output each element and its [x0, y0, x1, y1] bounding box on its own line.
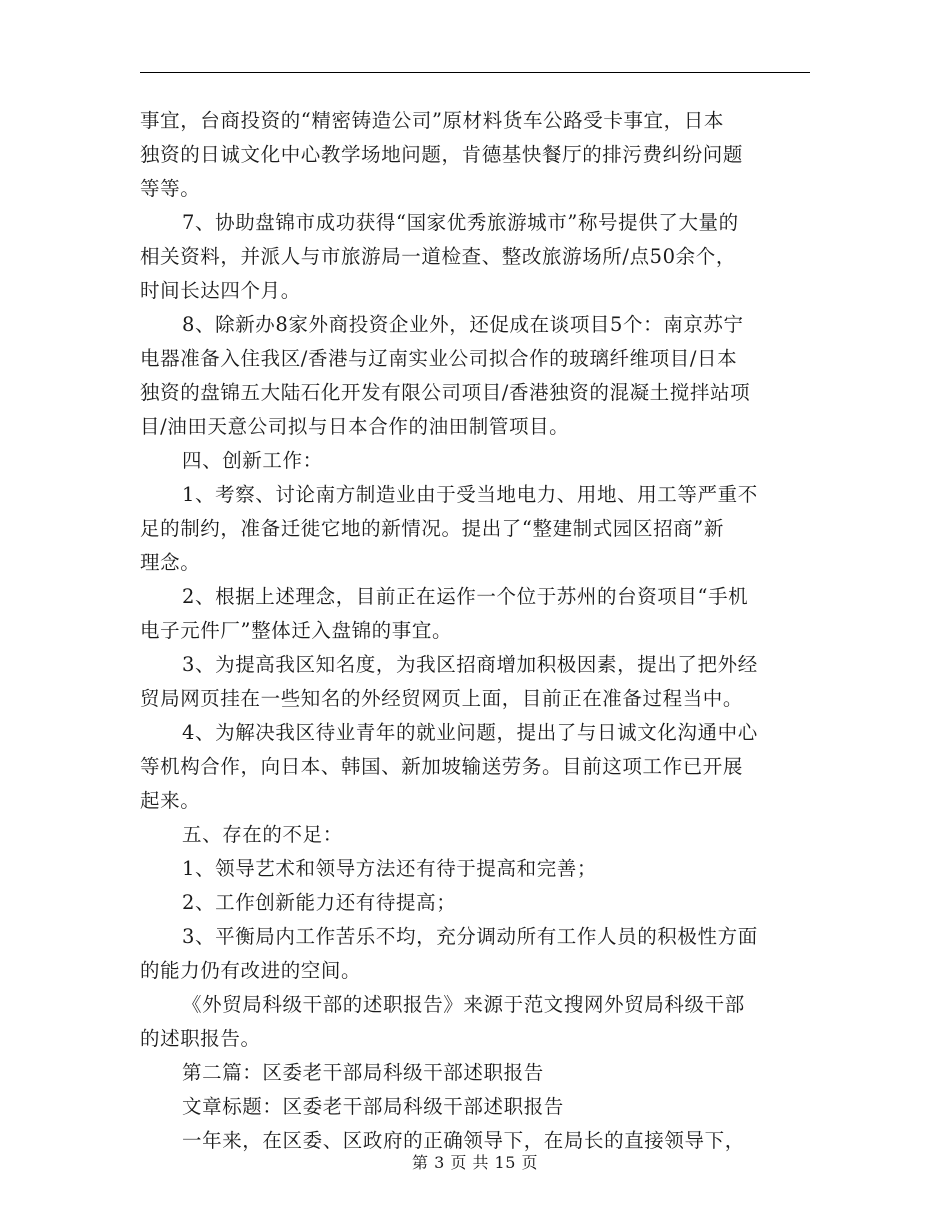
- text-line: 3、平衡局内工作苦乐不均，充分调动所有工作人员的积极性方面: [182, 925, 758, 948]
- text-line: 事宜，台商投资的“精密铸造公司”原材料货车公路受卡事宜，日本: [140, 109, 724, 132]
- text-line: 2、工作创新能力还有待提高；: [182, 891, 457, 914]
- text-line: 3、为提高我区知名度，为我区招商增加积极因素，提出了把外经: [182, 653, 758, 676]
- text-line: 起来。: [140, 789, 201, 812]
- header-rule: [140, 72, 810, 73]
- text-line: 《外贸局科级干部的述职报告》来源于范文搜网外贸局科级干部: [182, 993, 745, 1016]
- text-line: 理念。: [140, 551, 201, 574]
- text-line: 贸局网页挂在一些知名的外经贸网页上面，目前正在准备过程当中。: [140, 687, 744, 710]
- text-line: 文章标题：区委老干部局科级干部述职报告: [182, 1095, 564, 1118]
- text-line: 电器准备入住我区/香港与辽南实业公司拟合作的玻璃纤维项目/日本: [140, 347, 738, 370]
- text-line: 四、创新工作：: [182, 449, 323, 472]
- document-body: [140, 104, 810, 1158]
- text-line: 1、领导艺术和领导方法还有待于提高和完善；: [182, 857, 598, 880]
- text-line: 的述职报告。: [140, 1027, 261, 1050]
- text-line: 独资的日诚文化中心教学场地问题，肯德基快餐厅的排污费纠纷问题: [140, 143, 744, 166]
- text-line: 等机构合作，向日本、韩国、新加坡输送劳务。目前这项工作已开展: [140, 755, 744, 778]
- text-line: 时间长达四个月。: [140, 279, 301, 302]
- text-line: 足的制约，准备迁徙它地的新情况。提出了“整建制式园区招商”新: [140, 517, 724, 540]
- text-line: 电子元件厂”整体迁入盘锦的事宜。: [140, 619, 453, 642]
- text-line: 第二篇：区委老干部局科级干部述职报告: [182, 1061, 544, 1084]
- text-line: 2、根据上述理念，目前正在运作一个位于苏州的台资项目“手机: [182, 585, 749, 608]
- text-line: 一年来，在区委、区政府的正确领导下，在局长的直接领导下，: [182, 1129, 745, 1152]
- text-line: 独资的盘锦五大陆石化开发有限公司项目/香港独资的混凝土搅拌站项: [140, 381, 751, 404]
- text-line: 7、协助盘锦市成功获得“国家优秀旅游城市”称号提供了大量的: [182, 211, 739, 234]
- text-line: 8、除新办8家外商投资企业外，还促成在谈项目5个：南京苏宁: [182, 313, 744, 336]
- text-line: 4、为解决我区待业青年的就业问题，提出了与日诚文化沟通中心: [182, 721, 758, 744]
- text-line: 1、考察、讨论南方制造业由于受当地电力、用地、用工等严重不: [182, 483, 758, 506]
- text-line: 的能力仍有改进的空间。: [140, 959, 362, 982]
- text-line: 五、存在的不足：: [182, 823, 343, 846]
- text-line: 等等。: [140, 177, 201, 200]
- text-line: 目/油田天意公司拟与日本合作的油田制管项目。: [140, 415, 570, 438]
- page-footer: 第 3 页 共 15 页: [412, 1153, 538, 1172]
- text-line: 相关资料，并派人与市旅游局一道检查、整改旅游场所/点50余个，: [140, 245, 736, 268]
